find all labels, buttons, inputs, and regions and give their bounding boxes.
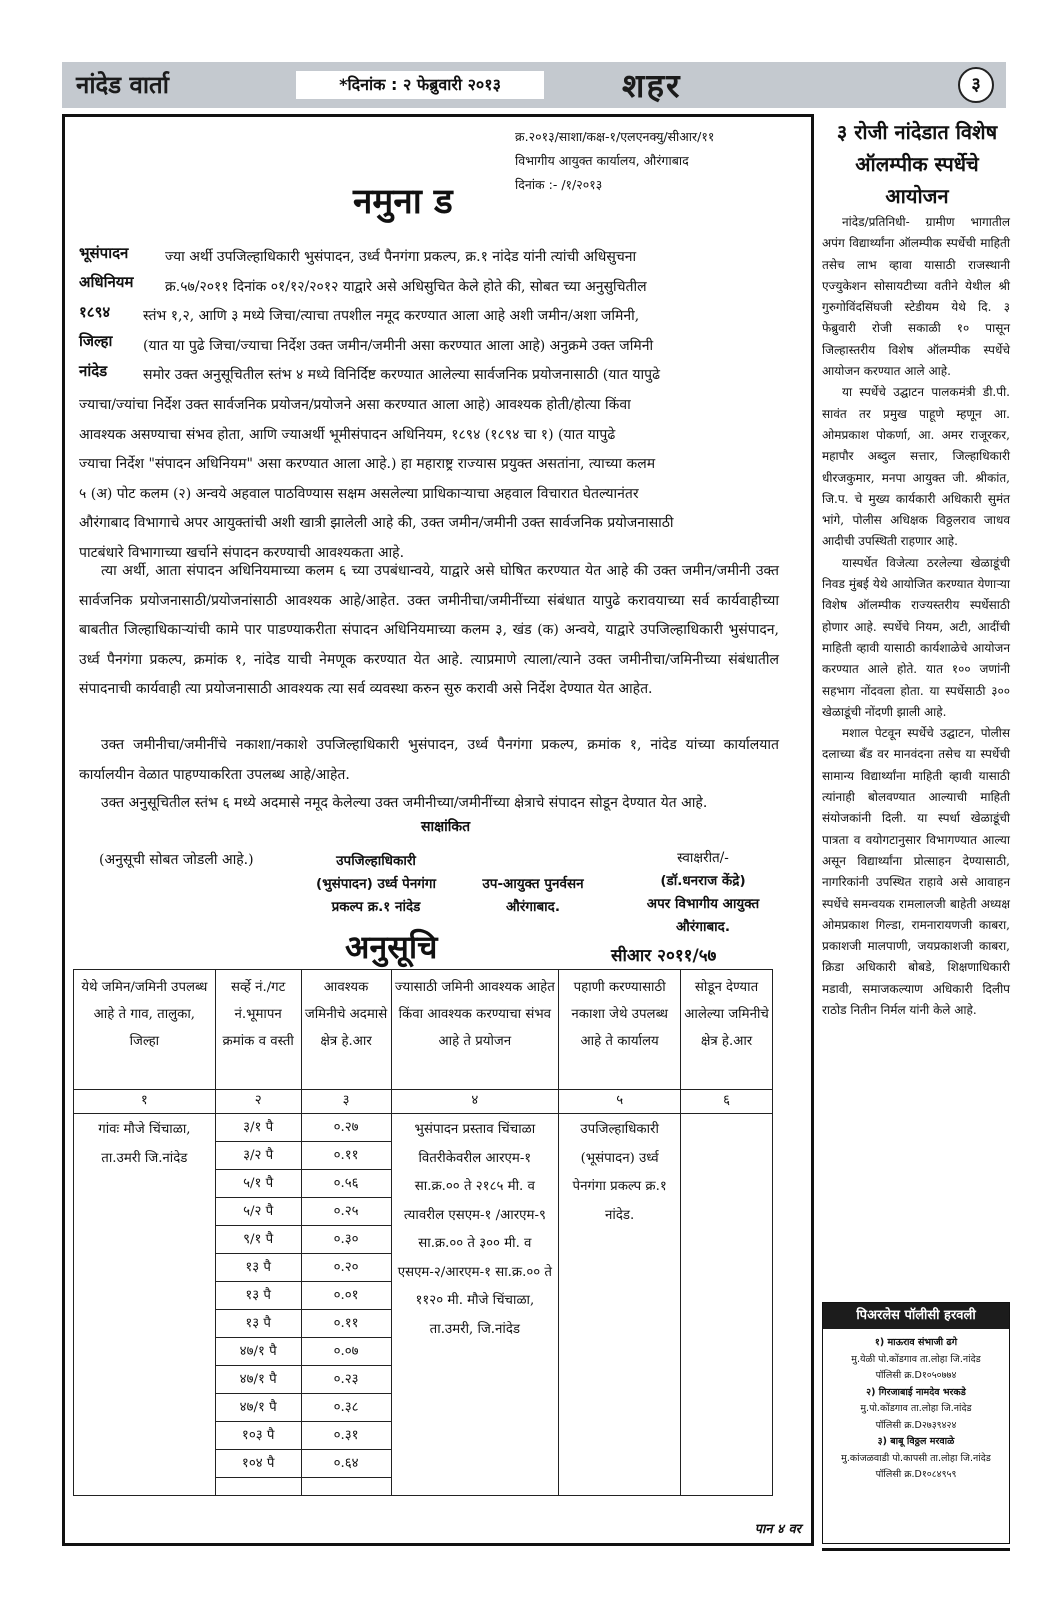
survey-number-cell: १०३ पै: [215, 1422, 301, 1450]
column-header: आवश्यक जमिनीचे अदमासे क्षेत्र हे.आर: [301, 970, 391, 1090]
sidebar-article: [822, 212, 1010, 1021]
para-line: स्तंभ १,२, आणि ३ मध्ये जिचा/त्याचा तपशील नमूद करण्यात आला आहे अशी जमीन/अशा जमिनी,: [143, 308, 640, 325]
policy-number: पॉलिसी क्र.D१०५०७७४: [875, 1370, 957, 1381]
sig-line: औरंगाबाद.: [676, 919, 730, 935]
sig-line: औरंगाबाद.: [506, 899, 560, 915]
column-header: पहाणी करण्यासाठी नकाशा जेथे उपलब्ध आहे ते कार्यालय: [559, 970, 681, 1090]
area-cell: ०.२५: [301, 1198, 391, 1226]
para-line: ज्या अर्थी उपजिल्हाधिकारी भुसंपादन, उर्ध्व पैनगंगा प्रकल्प, क्र.१ नांदेड यांनी त्यांची अधिसुचना: [165, 249, 637, 265]
policy-holder-name: २) गिरजाबाई नामदेव भरकडे: [866, 1386, 966, 1398]
survey-number-cell: ९/१ पै: [215, 1226, 301, 1254]
purpose-cell: भुसंपादन प्रस्ताव चिंचाळा वितरीकेवरील आरएम-१ सा.क्र.०० ते २१८५ मी. व त्यावरील एसएम-१ /आरएम-९ सा.क्र.०० ते ३०० मी. व एसएम-२/आरएम-१ सा.क्र.०० ते ११२० मी. मौजे चिंचाळा, ता.उमरी, जि.नांदेड: [391, 1114, 559, 1496]
column-header: ज्यासाठी जमिनी आवश्यक आहेत किंवा आवश्यक करण्याचा संभव आहे ते प्रयोजन: [391, 970, 559, 1090]
area-cell: ०.०१: [301, 1282, 391, 1310]
ref-line: विभागीय आयुक्त कार्यालय, औरंगाबाद: [515, 153, 689, 168]
sig-line: अपर विभागीय आयुक्त: [646, 896, 760, 912]
issue-date: *दिनांक : २ फेब्रुवारी २०१३: [296, 71, 544, 99]
policy-holder-name: १) माऊराव संभाजी ढगे: [874, 1337, 958, 1348]
column-header: सर्व्हे नं./गट नं.भूमापन क्रमांक व वस्ती: [215, 970, 301, 1090]
side-label: भूसंपादन: [79, 244, 129, 262]
survey-number-cell: ४७/१ पै: [215, 1366, 301, 1394]
policy-entry: [823, 1335, 1009, 1385]
policy-number: पॉलिसी क्र.D१०८४९५९: [875, 1469, 957, 1480]
policy-holder-address: मु.येळी पो.कोंडगाव ता.लोहा जि.नांदेड: [851, 1353, 981, 1365]
column-number: २: [215, 1090, 301, 1114]
survey-number-cell: १०४ पै: [215, 1450, 301, 1478]
sig-line: उप-आयुक्त पुनर्वसन: [482, 876, 584, 892]
side-label: अधिनियम: [79, 273, 134, 291]
newspaper-name: नांदेड वार्ता: [76, 71, 169, 99]
signature-deputy-collector: [301, 850, 451, 919]
para-line: ज्याचा/ज्यांचा निर्देश उक्त सार्वजनिक प्रयोजन/प्रयोजने असा करण्यात आला आहे) आवश्यक होती/होत्या किंवा: [79, 396, 631, 413]
attachment-note: (अनुसूची सोबत जोडली आहे.): [99, 852, 254, 868]
notice-paragraph-3: उक्त जमीनीचा/जमीनींचे नकाशा/नकाशे उपजिल्हाधिकारी भुसंपादन, उर्ध्व पैनगंगा प्रकल्प, क्रमांक १, नांदेड यांच्या कार्यालयात कार्यालयीन वेळात पाहण्याकरिता उपलब्ध आहे/आहेत.: [79, 737, 779, 783]
side-label: जिल्हा: [79, 332, 113, 350]
released-area-cell: [681, 1114, 773, 1496]
survey-number-cell: १३ पै: [215, 1310, 301, 1338]
continued-note: पान ४ वर: [754, 1522, 801, 1537]
schedule-ref: सीआर २०११/५७: [611, 946, 717, 966]
section-title: शहर: [622, 66, 682, 105]
area-cell: ०.५६: [301, 1170, 391, 1198]
para-line: (यात या पुढे जिचा/ज्याचा निर्देश उक्त जमीन/जमीनी असा करण्यात आला आहे) अनुक्रमे उक्त जमिनी: [143, 337, 654, 354]
village-cell: गांवः मौजे चिंचाळा, ता.उमरी जि.नांदेड: [74, 1114, 216, 1496]
attested-label: साक्षांकित: [421, 819, 471, 835]
table-header-row: [74, 970, 773, 1090]
article-paragraph: नांदेड/प्रतिनिधी- ग्रामीण भागातील अपंग विद्यार्थ्यांना ऑलम्पीक स्पर्धेची माहिती तसेच लाभ व्हावा यासाठी राजस्थानी एज्युकेशन सोसायटीच्या वतीने येथील श्री गुरुगोविंदसिंघजी स्टेडीयम येथे दि. ३ फेब्रुवारी रोजी सकाळी १० पासून जिल्हास्तरीय विशेष ऑलम्पीक स्पर्धेचे आयोजन करण्यात आले आहे.: [822, 215, 1010, 379]
survey-number-cell: ५/२ पै: [215, 1198, 301, 1226]
area-cell: ०.२७: [301, 1114, 391, 1142]
para-line: समोर उक्त अनुसूचितील स्तंभ ४ मध्ये विनिर्दिष्ट करण्यात आलेल्या सार्वजनिक प्रयोजनासाठी (यात यापुढे: [143, 367, 660, 384]
side-label: १८९४: [79, 303, 111, 321]
survey-number-cell: १३ पै: [215, 1254, 301, 1282]
schedule-table: [73, 969, 773, 1496]
column-number: १: [74, 1090, 216, 1114]
area-cell: ०.६४: [301, 1450, 391, 1478]
article-paragraph: या स्पर्धेचे उद्घाटन पालकमंत्री डी.पी. सावंत तर प्रमुख पाहूणे म्हणून आ. ओमप्रकाश पोकर्णा, आ. अमर राजूरकर, महापौर अब्दुल सत्तार, जिल्हाधिकारी धीरजकुमार, मनपा आयुक्त जी. श्रीकांत, जि.प. चे मुख्य कार्यकारी अधिकारी सुमंत भांगे, पोलीस अधिक्षक विठ्ठलराव जाधव आदीची उपस्थिती राहणार आहे.: [822, 385, 1010, 549]
sig-line: प्रकल्प क्र.१ नांदेड: [331, 899, 421, 915]
ref-line: क्र.२०१३/साशा/कक्ष-१/एलएनक्यु/सीआर/११: [515, 129, 715, 144]
ref-line: दिनांक :- /१/२०१३: [515, 177, 603, 192]
survey-number-cell: १३ पै: [215, 1282, 301, 1310]
para-line: क्र.५७/२०११ दिनांक ०१/१२/२०१२ याद्वारे असे अधिसुचित केले होते की, सोबत च्या अनुसुचितील: [165, 278, 647, 295]
reference-block: [515, 125, 805, 197]
sig-line: (डॉ.धनराज केंद्रे): [660, 873, 746, 889]
article-paragraph: मशाल पेटवून स्पर्धेचे उद्घाटन, पोलीस दलाच्या बँड वर मानवंदना तसेच या स्पर्धेची सामान्य विद्यार्थ्यांना माहिती व्हावी यासाठी त्यांनाही बोलवण्यात आल्याची माहिती संयोजकांनी दिली. या स्पर्धा खेळाडूंची पात्रता व वयोगटानुसार विभागण्यात आल्या असून विद्यार्थ्यांना प्रोत्साहन देण्यासाठी, नागरिकांनी उपस्थित राहावे असे आवाहन स्पर्धेचे समन्वयक रामलालजी बाहेती अध्यक्ष ओमप्रकाश गिल्डा, रामनारायणजी काबरा, प्रकाशजी मालपाणी, जयप्रकाशजी काबरा, क्रिडा अधिकारी बोबडे, शिक्षणाधिकारी मडावी, समाजकल्याण अधिकारी दिलीप राठोड नितीन निर्मल यांनी केले आहे.: [822, 726, 1010, 1017]
para-line: ५ (अ) पोट कलम (२) अन्वये अहवाल पाठविण्यास सक्षम असलेल्या प्राधिकाऱ्याचा अहवाल विचारात घेतल्यानंतर: [79, 485, 639, 502]
signature-deputy-commissioner: [471, 873, 595, 919]
area-cell: ०.११: [301, 1142, 391, 1170]
side-label: नांदेड: [79, 362, 108, 380]
area-cell: ०.२०: [301, 1254, 391, 1282]
lost-policy-box: [822, 1302, 1010, 1544]
office-cell: उपजिल्हाधिकारी (भूसंपादन) उर्ध्व पेनगंगा प्रकल्प क्र.१ नांदेड.: [559, 1114, 681, 1496]
policy-holder-name: ३) बाबू विठ्ठल मरवाळे: [877, 1436, 955, 1447]
schedule-title: अनुसूचि: [345, 928, 438, 966]
sig-line: उपजिल्हाधिकारी: [336, 853, 416, 869]
area-cell: ०.३०: [301, 1226, 391, 1254]
para-line: औरंगाबाद विभागाचे अपर आयुक्तांची अशी खात्री झालेली आहे की, उक्त जमीन/जमीनी उक्त सार्वजनिक प्रयोजनासाठी: [79, 515, 674, 532]
column-number: ५: [559, 1090, 681, 1114]
para-line: आवश्यक असण्याचा संभव होता, आणि ज्याअर्थी भूमीसंपादन अधिनियम, १८९४ (१८९४ चा १) (यात यापुढे: [79, 426, 616, 443]
column-number: ३: [301, 1090, 391, 1114]
policy-holder-address: मु.पो.कोंडगाव ता.लोहा जि.नांदेड: [860, 1403, 972, 1414]
signature-additional-commissioner: [613, 847, 793, 939]
area-cell: ०.३१: [301, 1422, 391, 1450]
area-cell: ०.३८: [301, 1394, 391, 1422]
policy-holder-address: मु.कांजळवाडी पो.कापसी ता.लोहा जि.नांदेड: [841, 1452, 991, 1464]
survey-number-cell: ३/२ पै: [215, 1142, 301, 1170]
notice-paragraph-2: त्या अर्थी, आता संपादन अधिनियमाच्या कलम ६ च्या उपबंधान्वये, याद्वारे असे घोषित करण्यात येत आहे की उक्त जमीन/जमीनी उक्त सार्वजनिक प्रयोजनासाठी/प्रयोजनांसाठी आवश्यक आहे/आहेत. उक्त जमीनीचा/जमीनींच्या संबंधात यापुढे करावयाच्या सर्व कार्यवाहीच्या बाबतीत जिल्हाधिकाऱ्यांची कामे पार पाडण्याकरीता संपादन अधिनियमाच्या कलम ३, खंड (क) अन्वये, याद्वारे उपजिल्हाधिकारी भुसंपादन, उर्ध्व पैनगंगा प्रकल्प, क्रमांक १, नांदेड याची नेमणूक करण्यात येत आहे. त्याप्रमाणे त्याला/त्याने उक्त जमीनीचा/जमिनीच्या संबंधातील संपादनाची कार्यवाही त्या प्रयोजनासाठी आवश्यक त्या सर्व व्यवस्था करुन सुरु करावी असे निर्देश देण्यात येत आहेत.: [79, 563, 779, 698]
policy-box-title: पिअरलेस पॉलीसी हरवली: [823, 1303, 1009, 1329]
masthead: [62, 62, 1006, 108]
area-cell: ०.०७: [301, 1338, 391, 1366]
column-number: ४: [391, 1090, 559, 1114]
notice-paragraph-1: [79, 243, 779, 569]
policy-entry: [823, 1434, 1009, 1484]
area-cell: ०.११: [301, 1310, 391, 1338]
survey-number-cell: ५/१ पै: [215, 1170, 301, 1198]
notice-paragraph-4: उक्त अनुसूचितील स्तंभ ६ मध्ये अदमासे नमूद केलेल्या उक्त जमीनीच्या/जमीनींच्या क्षेत्राचे संपादन सोडून देण्यात येत आहे.: [101, 795, 708, 811]
sidebar-headline: ३ रोजी नांदेडात विशेष ऑलम्पीक स्पर्धेचे आयोजन: [836, 120, 998, 208]
column-header: सोडून देण्यात आलेल्या जमिनीचे क्षेत्र हे.आर: [681, 970, 773, 1090]
column-number-row: [74, 1090, 773, 1114]
sig-line: (भुसंपादन) उर्ध्व पेनगंगा: [315, 876, 437, 892]
column-number: ६: [681, 1090, 773, 1114]
bottom-rule: [822, 1548, 1010, 1551]
notice-box: [62, 114, 814, 1546]
para-line: ज्याचा निर्देश "संपादन अधिनियम" असा करण्यात आला आहे.) हा महाराष्ट्र राज्यास प्रयुक्त असतांना, त्याच्या कलम: [79, 456, 656, 473]
survey-number-cell: ४७/१ पै: [215, 1338, 301, 1366]
table-row: [74, 1114, 773, 1142]
page-number: ३: [958, 67, 994, 103]
article-paragraph: यास्पर्धेत विजेत्या ठरलेल्या खेळाडूंची निवड मुंबई येथे आयोजित करण्यात येणाऱ्या विशेष ऑलम्पीक राज्यस्तरीय स्पर्धेसाठी होणार आहे. स्पर्धेचे नियम, अटी, आदींची माहिती व्हावी यासाठी कार्यशाळेचे आयोजन करण्यात आले होते. यात १०० जणांनी सहभाग नोंदवला होता. या स्पर्धेसाठी ३०० खेळाडूंची नोंदणी झाली आहे.: [822, 555, 1010, 719]
sig-line: स्वाक्षरीत/-: [677, 850, 729, 866]
column-header: येथे जमिन/जमिनी उपलब्ध आहे ते गाव, तालुका, जिल्हा: [74, 970, 216, 1090]
form-title: नमुना ड: [353, 182, 453, 222]
para-line: पाटबंधारे विभागाच्या खर्चाने संपादन करण्याची आवश्यकता आहे.: [79, 544, 405, 561]
area-cell: ०.२३: [301, 1366, 391, 1394]
policy-entry: [823, 1385, 1009, 1435]
policy-number: पॉलिसी क्र.D२७३९४२४: [875, 1419, 957, 1431]
survey-number-cell: ३/१ पै: [215, 1114, 301, 1142]
survey-number-cell: ४७/१ पै: [215, 1394, 301, 1422]
